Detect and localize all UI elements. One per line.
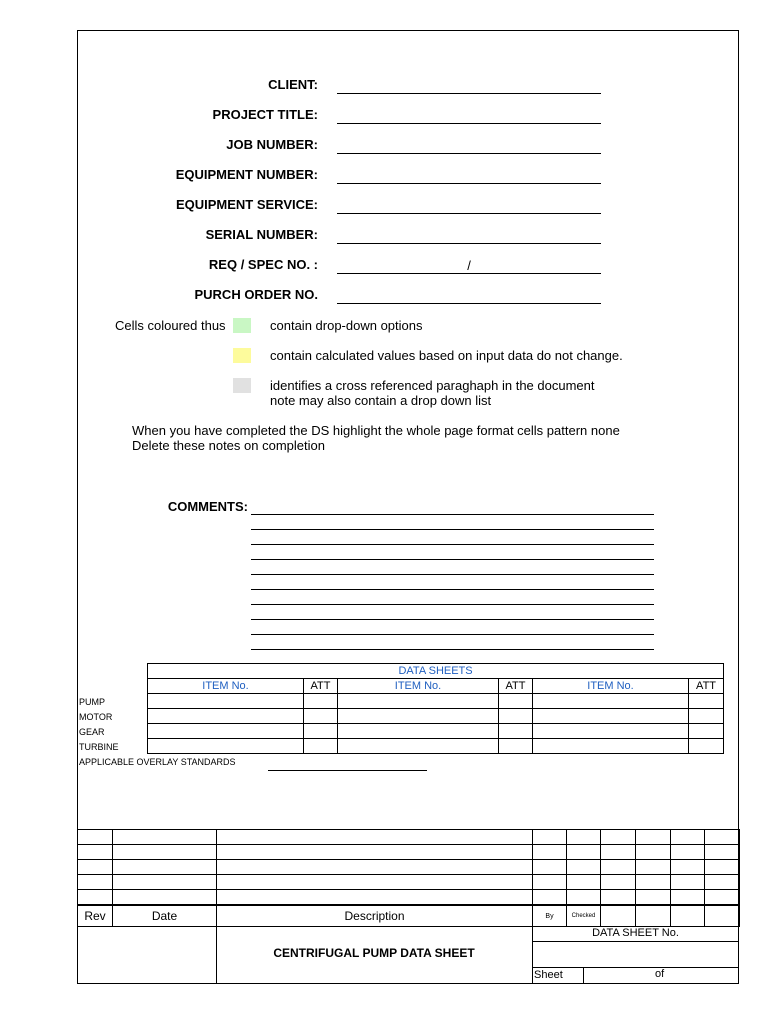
- comment-line[interactable]: [251, 589, 654, 590]
- by-header: By: [533, 905, 567, 927]
- data-sheet-cell[interactable]: [533, 694, 689, 709]
- description-header: Description: [217, 905, 533, 927]
- data-sheet-cell[interactable]: [304, 694, 338, 709]
- revision-cell[interactable]: [78, 860, 113, 875]
- revision-cell[interactable]: [567, 875, 601, 890]
- legend-green-text: contain drop-down options: [270, 318, 423, 333]
- att-header-1: ATT: [304, 679, 338, 694]
- field-label: PROJECT TITLE:: [212, 107, 318, 122]
- data-sheet-cell[interactable]: [148, 709, 304, 724]
- legend-yellow-text: contain calculated values based on input data do not change.: [270, 348, 623, 363]
- revision-cell[interactable]: [705, 875, 740, 890]
- row-label-pump: PUMP: [79, 697, 106, 707]
- data-sheet-cell[interactable]: [304, 709, 338, 724]
- data-sheet-no-label: DATA SHEET No.: [592, 927, 679, 939]
- comment-line[interactable]: [251, 514, 654, 515]
- legend-grey-text-1: identifies a cross referenced paraghaph in the document: [270, 378, 595, 393]
- sheet-divider: [583, 967, 584, 984]
- comments-label: COMMENTS:: [167, 499, 248, 514]
- revision-cell[interactable]: [217, 845, 533, 860]
- overlay-standards-line: [268, 770, 427, 771]
- field-input-line[interactable]: [337, 303, 601, 304]
- data-sheets-table: [147, 663, 724, 754]
- data-sheet-row: [148, 694, 724, 709]
- revision-cell[interactable]: [113, 890, 217, 906]
- comment-line[interactable]: [251, 574, 654, 575]
- item-no-header-3: ITEM No.: [533, 679, 689, 694]
- data-sheet-cell[interactable]: [148, 694, 304, 709]
- revision-cell[interactable]: [636, 890, 671, 906]
- grey-swatch: [233, 378, 251, 393]
- revision-cell[interactable]: [113, 830, 217, 845]
- note-line-1: When you have completed the DS highlight the whole page format cells pattern none: [132, 423, 620, 438]
- data-sheet-cell[interactable]: [689, 724, 724, 739]
- data-sheet-cell[interactable]: [304, 739, 338, 754]
- field-label: EQUIPMENT NUMBER:: [175, 167, 318, 182]
- revision-cell[interactable]: [601, 890, 636, 906]
- field-label: REQ / SPEC NO. :: [208, 257, 318, 272]
- field-input-line[interactable]: [337, 273, 601, 274]
- revision-cell[interactable]: [567, 890, 601, 906]
- comment-line[interactable]: [251, 604, 654, 605]
- field-label: PURCH ORDER NO.: [194, 287, 318, 302]
- revision-cell[interactable]: [567, 830, 601, 845]
- revision-cell[interactable]: [671, 860, 705, 875]
- revision-cell[interactable]: [533, 890, 567, 906]
- att-header-2: ATT: [499, 679, 533, 694]
- rev-blank-cell: [636, 905, 671, 927]
- revision-cell[interactable]: [601, 830, 636, 845]
- revision-cell[interactable]: [533, 830, 567, 845]
- revision-cell[interactable]: [78, 845, 113, 860]
- data-sheet-cell[interactable]: [338, 709, 499, 724]
- revision-row: [78, 890, 740, 906]
- data-sheet-cell[interactable]: [689, 694, 724, 709]
- revision-cell[interactable]: [671, 875, 705, 890]
- data-sheet-cell[interactable]: [304, 724, 338, 739]
- revision-cell[interactable]: [601, 875, 636, 890]
- comment-line[interactable]: [251, 619, 654, 620]
- data-sheet-cell[interactable]: [499, 739, 533, 754]
- revision-cell[interactable]: [217, 875, 533, 890]
- data-sheet-cell[interactable]: [338, 724, 499, 739]
- field-label: EQUIPMENT SERVICE:: [175, 197, 318, 212]
- revision-cell[interactable]: [78, 890, 113, 906]
- sheet-line: [532, 967, 739, 968]
- revision-cell[interactable]: [636, 875, 671, 890]
- field-input-line[interactable]: [337, 243, 601, 244]
- comment-line[interactable]: [251, 559, 654, 560]
- comment-line[interactable]: [251, 649, 654, 650]
- revision-table: [77, 829, 740, 927]
- field-label: SERIAL NUMBER:: [205, 227, 318, 242]
- rev-blank-cell: [601, 905, 636, 927]
- revision-cell[interactable]: [705, 860, 740, 875]
- revision-cell[interactable]: [533, 860, 567, 875]
- field-label: CLIENT:: [268, 77, 318, 92]
- data-sheet-cell[interactable]: [338, 739, 499, 754]
- revision-cell[interactable]: [217, 830, 533, 845]
- data-sheet-title: CENTRIFUGAL PUMP DATA SHEET: [273, 946, 475, 960]
- revision-cell[interactable]: [567, 860, 601, 875]
- date-header: Date: [113, 905, 217, 927]
- data-sheet-cell[interactable]: [148, 739, 304, 754]
- revision-cell[interactable]: [113, 845, 217, 860]
- data-sheet-cell[interactable]: [533, 724, 689, 739]
- rev-header: Rev: [78, 905, 113, 927]
- overlay-standards-label: APPLICABLE OVERLAY STANDARDS: [79, 757, 236, 767]
- revision-cell[interactable]: [567, 845, 601, 860]
- revision-row: [78, 845, 740, 860]
- data-sheet-cell[interactable]: [533, 739, 689, 754]
- green-swatch: [233, 318, 251, 333]
- rev-blank-cell: [705, 905, 740, 927]
- revision-cell[interactable]: [636, 830, 671, 845]
- item-no-header-2: ITEM No.: [338, 679, 499, 694]
- data-sheet-cell[interactable]: [148, 724, 304, 739]
- data-sheet-cell[interactable]: [499, 709, 533, 724]
- revision-row: [78, 875, 740, 890]
- data-sheet-cell[interactable]: [533, 709, 689, 724]
- field-input-line[interactable]: [337, 213, 601, 214]
- checked-header: Checked: [567, 905, 601, 927]
- revision-cell[interactable]: [636, 860, 671, 875]
- revision-row: [78, 860, 740, 875]
- comment-line[interactable]: [251, 529, 654, 530]
- legend-grey-text-2: note may also contain a drop down list: [270, 393, 492, 408]
- revision-cell[interactable]: [113, 860, 217, 875]
- row-label-gear: GEAR: [79, 727, 105, 737]
- data-sheet-row: [148, 739, 724, 754]
- row-label-motor: MOTOR: [79, 712, 113, 722]
- revision-cell[interactable]: [533, 875, 567, 890]
- comment-line[interactable]: [251, 634, 654, 635]
- revision-cell[interactable]: [533, 845, 567, 860]
- revision-cell[interactable]: [78, 875, 113, 890]
- revision-cell[interactable]: [636, 845, 671, 860]
- data-sheet-row: [148, 724, 724, 739]
- revision-cell[interactable]: [78, 830, 113, 845]
- att-header-3: ATT: [689, 679, 724, 694]
- field-input-line[interactable]: [337, 183, 601, 184]
- revision-cell[interactable]: [705, 830, 740, 845]
- revision-cell[interactable]: [601, 860, 636, 875]
- note-line-2: Delete these notes on completion: [132, 438, 325, 453]
- field-input-line[interactable]: [337, 153, 601, 154]
- revision-cell[interactable]: [705, 890, 740, 906]
- revision-cell[interactable]: [217, 890, 533, 906]
- revision-row: [78, 830, 740, 845]
- data-sheet-cell[interactable]: [499, 694, 533, 709]
- revision-cell[interactable]: [113, 875, 217, 890]
- legend-intro: Cells coloured thus: [115, 318, 226, 333]
- data-sheet-cell[interactable]: [338, 694, 499, 709]
- field-input-line[interactable]: [337, 123, 601, 124]
- rev-blank-cell: [671, 905, 705, 927]
- field-label: JOB NUMBER:: [226, 137, 318, 152]
- of-label: of: [655, 968, 665, 980]
- revision-cell[interactable]: [705, 845, 740, 860]
- comment-line[interactable]: [251, 544, 654, 545]
- revision-cell[interactable]: [671, 830, 705, 845]
- data-sheet-cell[interactable]: [689, 739, 724, 754]
- yellow-swatch: [233, 348, 251, 363]
- data-sheet-cell[interactable]: [499, 724, 533, 739]
- field-value[interactable]: /: [467, 258, 471, 273]
- revision-cell[interactable]: [217, 860, 533, 875]
- revision-cell[interactable]: [671, 845, 705, 860]
- ds-no-line: [532, 941, 739, 942]
- row-label-turbine: TURBINE: [79, 742, 119, 752]
- sheet-label: Sheet: [534, 969, 563, 981]
- data-sheet-cell[interactable]: [689, 709, 724, 724]
- revision-cell[interactable]: [671, 890, 705, 906]
- item-no-header-1: ITEM No.: [148, 679, 304, 694]
- data-sheets-title: DATA SHEETS: [148, 664, 724, 679]
- field-input-line[interactable]: [337, 93, 601, 94]
- data-sheet-row: [148, 709, 724, 724]
- revision-cell[interactable]: [601, 845, 636, 860]
